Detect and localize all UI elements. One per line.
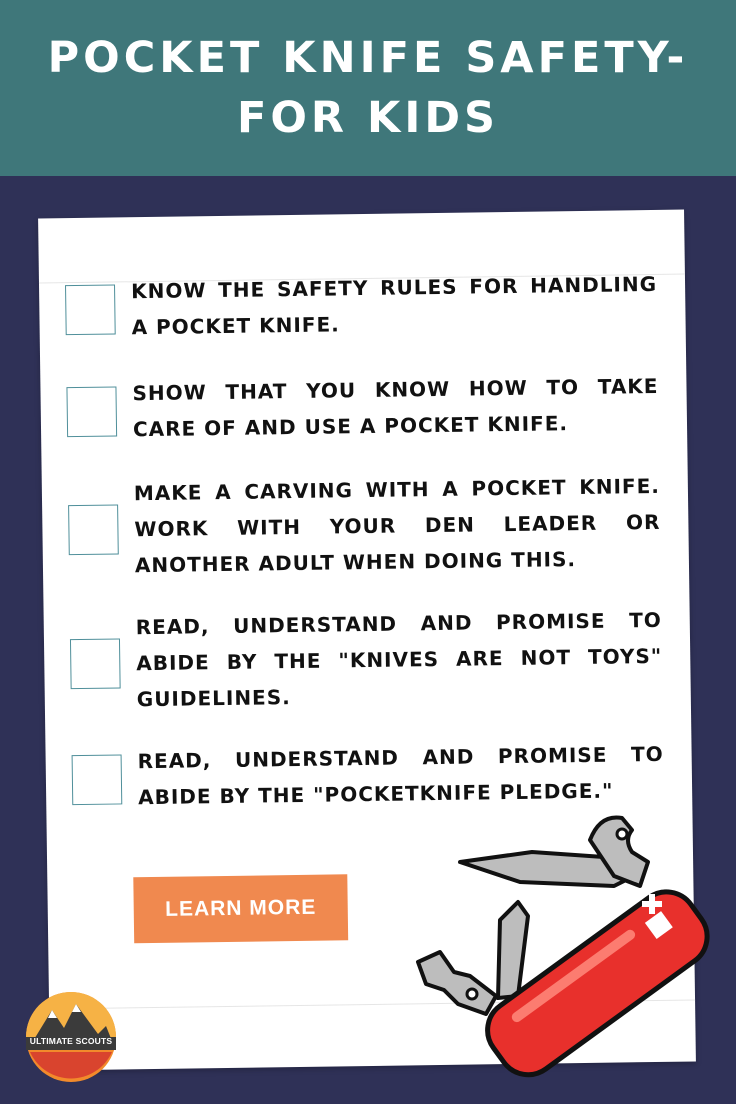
checklist-item-text: SHOW THAT YOU KNOW HOW TO TAKE CARE OF AND USE A POCKET KNIFE. xyxy=(132,373,659,442)
checklist-item xyxy=(65,266,658,346)
checklist-item-text: READ, UNDERSTAND AND PROMISE TO ABIDE BY THE "KNIVES ARE NOT TOYS" GUIDELINES. xyxy=(135,607,663,712)
header-banner xyxy=(0,0,736,176)
page-title-line-1: POCKET KNIFE SAFETY- xyxy=(47,33,689,83)
pocket-knife-icon xyxy=(400,800,720,1100)
ultimate-scouts-logo xyxy=(24,990,118,1084)
checklist-item-text: MAKE A CARVING WITH A POCKET KNIFE. WORK WITH YOUR DEN LEADER OR ANOTHER ADULT WHEN DOING THIS. xyxy=(133,473,661,578)
checklist-item-text: KNOW THE SAFETY RULES FOR HANDLING A POCKET KNIFE. xyxy=(130,271,658,340)
checkbox[interactable] xyxy=(70,638,121,689)
checkbox[interactable] xyxy=(72,754,123,805)
learn-more-button[interactable]: LEARN MORE xyxy=(133,874,348,943)
checkbox[interactable] xyxy=(65,284,116,335)
checkbox[interactable] xyxy=(66,386,117,437)
checklist-item xyxy=(68,468,661,584)
page-title-line-2: FOR KIDS xyxy=(237,93,499,143)
checklist-item-text: READ, UNDERSTAND AND PROMISE TO ABIDE BY THE "POCKETKNIFE PLEDGE." xyxy=(137,741,664,810)
checklist-item xyxy=(66,368,659,448)
logo-text: ULTIMATE SCOUTS xyxy=(29,1036,113,1046)
checkbox[interactable] xyxy=(68,504,119,555)
checklist-item xyxy=(70,602,663,718)
